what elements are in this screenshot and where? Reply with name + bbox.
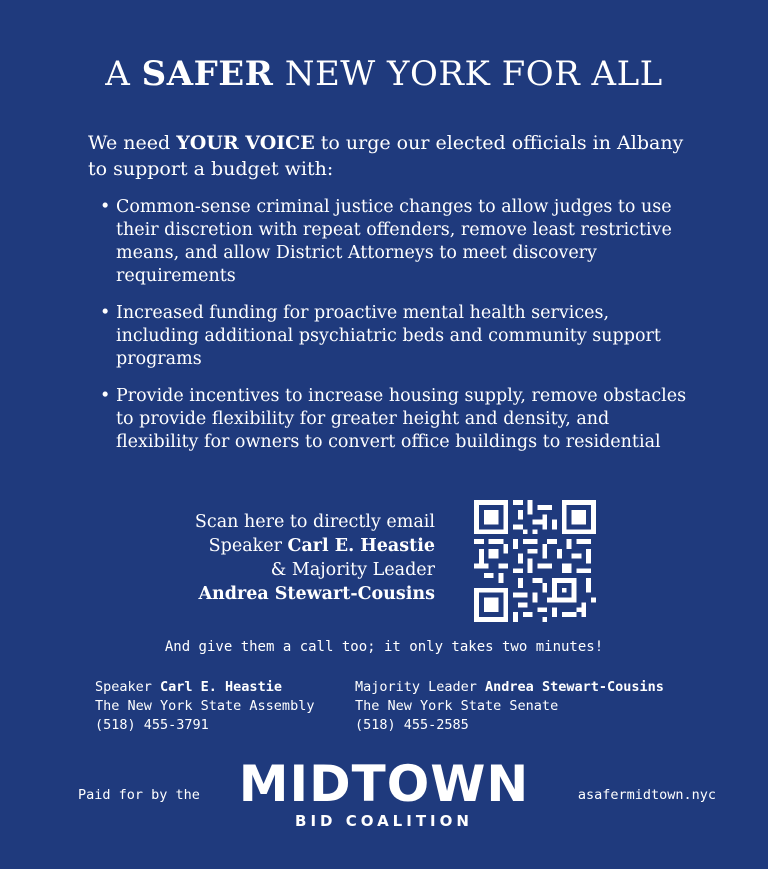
- midtown-logo: [238, 755, 530, 834]
- contact-leader-name-line: [355, 678, 664, 697]
- contact-leader-title: Majority Leader: [355, 679, 486, 695]
- bullet-text: Common-sense criminal justice changes to allow judges to use their discretion with repeat offenders, remove least restrictive means, and allow District Attorneys to meet discovery requirements: [116, 197, 672, 286]
- paid-for-by: Paid for by the: [78, 787, 200, 803]
- intro-post: to urge our elected officials in Albany to support a budget with:: [88, 132, 684, 180]
- contact-speaker-phone[interactable]: (518) 455-3791: [95, 717, 209, 733]
- scan-speaker-name: Carl E. Heastie: [287, 536, 435, 556]
- intro-paragraph: [88, 130, 688, 182]
- contact-speaker-title: Speaker: [95, 679, 161, 695]
- bullet-text: Increased funding for proactive mental health services, including additional psychiatric beds and community support programs: [116, 303, 661, 369]
- bullet-text: Provide incentives to increase housing supply, remove obstacles to provide flexibility for greater height and density, and flexibility for owners to convert office buildings to residential: [116, 386, 687, 452]
- scan-instructions: [115, 510, 435, 606]
- call-prompt: And give them a call too; it only takes two minutes!: [164, 639, 604, 655]
- qr-code[interactable]: [471, 500, 599, 622]
- intro-bold: YOUR VOICE: [176, 132, 315, 154]
- intro-pre: We need: [88, 132, 177, 154]
- scan-speaker-title: Speaker: [208, 536, 288, 556]
- contact-majority-leader: [355, 678, 664, 735]
- contact-leader-phone[interactable]: (518) 455-2585: [355, 717, 469, 733]
- scan-line-3: & Majority Leader: [270, 560, 435, 580]
- bullet-list: [100, 196, 690, 468]
- bullet-dot: •: [100, 197, 111, 217]
- bullet-item: [100, 385, 690, 454]
- headline: [0, 54, 768, 94]
- headline-bold: SAFER: [141, 54, 274, 94]
- bullet-item: [100, 302, 690, 371]
- scan-line-2: [115, 534, 435, 558]
- contact-speaker-name: Carl E. Heastie: [160, 679, 282, 695]
- contact-leader-org: The New York State Senate: [355, 698, 559, 714]
- contact-speaker: [95, 678, 314, 735]
- contact-speaker-name-line: [95, 678, 314, 697]
- logo-subtitle: BID COALITION: [295, 812, 473, 830]
- scan-line-1: Scan here to directly email: [194, 512, 435, 532]
- bullet-dot: •: [100, 303, 111, 323]
- logo-wordmark: MIDTOWN: [238, 755, 530, 813]
- headline-pre: A: [105, 54, 142, 94]
- scan-line-4: [115, 582, 435, 606]
- website-link[interactable]: asafermidtown.nyc: [577, 787, 716, 803]
- bullet-item: [100, 196, 690, 288]
- headline-post: NEW YORK FOR ALL: [273, 54, 663, 94]
- contact-leader-name: Andrea Stewart-Cousins: [485, 679, 664, 695]
- bullet-dot: •: [100, 386, 111, 406]
- contact-speaker-org: The New York State Assembly: [95, 698, 315, 714]
- scan-leader-name: Andrea Stewart-Cousins: [198, 584, 435, 604]
